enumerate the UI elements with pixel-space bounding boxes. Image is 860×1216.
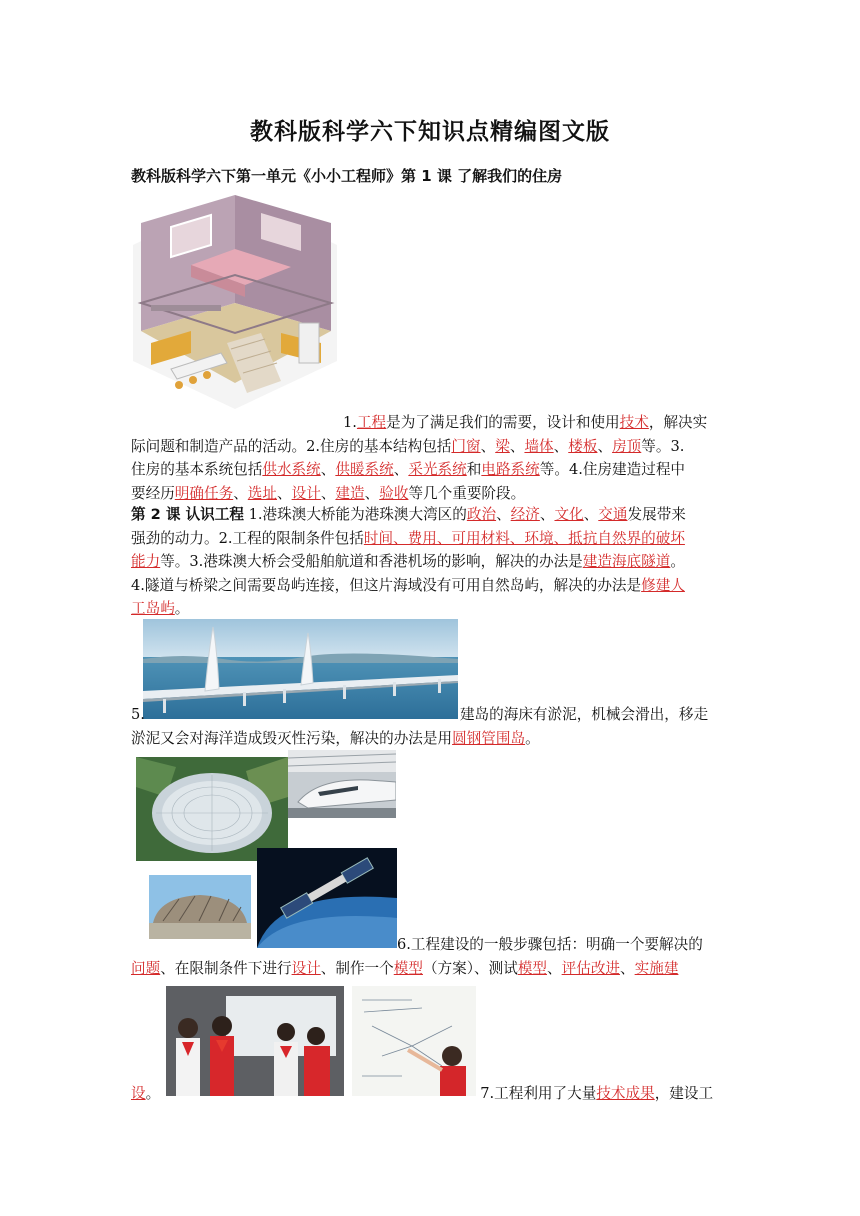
text: 、 xyxy=(233,484,248,502)
text: 、在限制条件下进行 xyxy=(160,959,292,977)
keyword: 采光系统 xyxy=(408,461,467,479)
text: 、制作一个 xyxy=(320,959,394,977)
text: 。 xyxy=(174,600,190,618)
text: ，建设工 xyxy=(654,1085,714,1102)
text: 等。4.住房建造过程中 xyxy=(539,461,686,479)
keyword: 设计 xyxy=(291,959,321,977)
text: ，解决实 xyxy=(648,414,708,431)
text: 、 xyxy=(496,506,511,523)
keyword: 验收 xyxy=(379,484,409,502)
item5-paragraph xyxy=(131,703,731,750)
keyword: 设计 xyxy=(291,484,321,502)
text: 。 xyxy=(525,729,540,747)
keyword: 交通 xyxy=(598,506,628,523)
text: 、 xyxy=(277,484,292,502)
keyword-engineering: 工程 xyxy=(356,414,387,431)
section-subtitle: 教科版科学六下第一单元《小小工程师》第 1 课 了解我们的住房 xyxy=(131,167,563,185)
keyword: 设 xyxy=(131,1085,146,1102)
keyword: 时间、费用、可用材料、环境、抵抗自然界的破坏 xyxy=(363,529,685,547)
text: 、 xyxy=(509,437,525,455)
keyword: 明确任务 xyxy=(174,484,234,502)
text: 1.港珠澳大桥能为港珠澳大湾区的 xyxy=(243,506,467,523)
text: 。 xyxy=(145,1085,161,1102)
keyword: 评估改进 xyxy=(561,959,621,977)
bullet-train-photo xyxy=(288,750,396,818)
text: （方案）、测试 xyxy=(422,959,518,977)
fast-telescope-photo xyxy=(136,757,288,861)
text: 和 xyxy=(466,461,482,479)
text: 要经历 xyxy=(131,484,175,502)
keyword-technology: 技术 xyxy=(619,414,649,431)
keyword: 选址 xyxy=(247,484,277,502)
keyword: 模型 xyxy=(393,959,423,977)
text: 、 xyxy=(583,506,599,523)
keyword: 圆钢管围岛 xyxy=(452,729,526,747)
text: 等。3.港珠澳大桥会受船舶航道和香港机场的影响，解决的办法是 xyxy=(160,553,583,571)
text: 、 xyxy=(553,437,569,455)
text: 、 xyxy=(364,484,380,502)
text: 7.工程利用了大量 xyxy=(480,1085,597,1102)
text: 是为了满足我们的需要，设计和使用 xyxy=(386,414,620,431)
text: 等几个重要阶段。 xyxy=(408,484,526,502)
text: 5. xyxy=(131,706,145,723)
classroom-photo xyxy=(166,986,344,1096)
item6-paragraph xyxy=(131,933,731,980)
keyword: 政治 xyxy=(466,506,497,523)
keyword: 电路系统 xyxy=(481,461,540,479)
text: 、 xyxy=(320,461,336,479)
keyword: 门窗 xyxy=(451,437,481,455)
text: 、 xyxy=(393,461,409,479)
keyword: 墙体 xyxy=(524,437,554,455)
text: 住房的基本系统包括 xyxy=(131,461,263,479)
keyword: 问题 xyxy=(131,959,161,977)
page-title: 教科版科学六下知识点精编图文版 xyxy=(250,119,610,145)
lesson2-paragraph xyxy=(131,503,731,621)
text: 建岛的海床有淤泥，机械会滑出，移走 xyxy=(459,706,709,723)
keyword: 实施建 xyxy=(634,959,679,977)
keyword: 技术成果 xyxy=(596,1085,655,1102)
text: 6.工程建设的一般步骤包括：明确一个要解决的 xyxy=(397,936,703,953)
keyword: 模型 xyxy=(517,959,548,977)
text: 等。3. xyxy=(641,437,685,455)
keyword: 供暖系统 xyxy=(335,461,394,479)
keyword: 建造 xyxy=(335,484,365,502)
keyword: 梁 xyxy=(495,437,510,455)
keyword: 建造海底隧道 xyxy=(582,553,671,571)
keyword: 修建人 xyxy=(641,576,685,594)
text: 、 xyxy=(547,959,562,977)
keyword: 经济 xyxy=(510,506,540,523)
text: 发展带来 xyxy=(627,506,686,523)
keyword: 工岛屿 xyxy=(131,600,175,618)
keyword: 文化 xyxy=(554,506,584,523)
whiteboard-photo xyxy=(352,986,476,1096)
loft-house-illustration xyxy=(131,193,339,411)
item7-paragraph xyxy=(131,1082,731,1106)
keyword: 楼板 xyxy=(568,437,598,455)
text: 。 xyxy=(670,553,685,571)
stadium-photo xyxy=(149,875,251,939)
text: 、 xyxy=(597,437,613,455)
text: 淤泥又会对海洋造成毁灭性污染，解决的办法是用 xyxy=(131,729,453,747)
text: 际问题和制造产品的活动。2.住房的基本结构包括 xyxy=(131,437,452,455)
text: 强劲的动力。2.工程的限制条件包括 xyxy=(131,529,364,547)
keyword: 供水系统 xyxy=(262,461,321,479)
text: 4.隧道与桥梁之间需要岛屿连接，但这片海域没有可用自然岛屿，解决的办法是 xyxy=(131,576,642,594)
lesson1-paragraph xyxy=(131,411,731,505)
keyword: 房顶 xyxy=(612,437,642,455)
text: 、 xyxy=(480,437,496,455)
keyword: 能力 xyxy=(131,553,161,571)
lesson2-heading: 第 2 课 认识工程 xyxy=(131,506,244,523)
text: 、 xyxy=(320,484,336,502)
text: 1. xyxy=(343,414,357,431)
text: 、 xyxy=(620,959,635,977)
text: 、 xyxy=(539,506,555,523)
